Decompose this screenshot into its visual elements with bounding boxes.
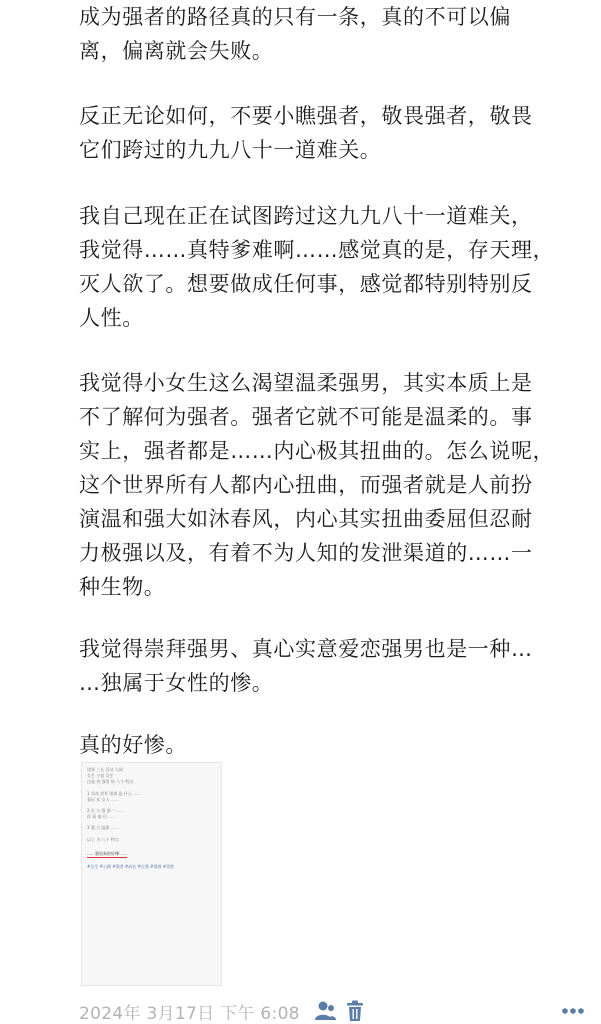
thumbnail-tags: #女生 #心理 #强者 #成长 #自我 #情感 #男性 (87, 863, 175, 869)
thumbnail-line: 3 强 与 温柔 …… (87, 825, 119, 831)
thumbnail-line: 读要 三长 活动 人间 (87, 767, 123, 772)
post-footer (79, 998, 594, 1024)
post-paragraph-4: 我觉得小女生这么渴望温柔强男，其实本质上是 不了解何为强者。强者它就不可能是温柔的。事 实上，强者都是……内心极其扭曲的。怎么说呢， 这个世界所有人都内心扭曲，而强者就是人前扮 演温和强大如沐春风，内心其实扭曲委屈但忍耐 力极强以及，有着不为人知的发泄渠道的……一 种生物。 (79, 371, 555, 599)
thumbnail-line: 这是 讲 强男 的 八个 特点 (87, 779, 134, 785)
thumbnail-line: 以上 为 八个 特点 (87, 836, 119, 842)
thumbnail-line: 你 看 他 们 …… (87, 814, 117, 820)
thumbnail-line: 1 女孩 崇拜 强男 是 什么 …… (87, 790, 142, 796)
thumbnail-highlight: ……强男真的好惨…… (87, 851, 127, 858)
post-paragraph-6: 真的好惨。 (79, 733, 187, 757)
post-paragraph-5: 我觉得崇拜强男、真心实意爱恋强男也是一种… …独属于女性的惨。 (79, 637, 533, 695)
thumbnail-line: 女生 小说 众生 (87, 773, 114, 779)
thumbnail-line: 2 长 与 强 第一 …… (87, 808, 124, 814)
more-icon[interactable] (560, 999, 586, 1023)
post-paragraph-2: 反正无论如何，不要小瞧强者，敬畏强者，敬畏 它们跨过的九九八十一道难关。 (79, 104, 533, 162)
person-icon[interactable] (312, 999, 338, 1023)
post-timestamp: 2024年 3月17日 下午 6:08 (79, 1003, 300, 1024)
thumbnail-text (87, 767, 216, 843)
thumbnail-line: 看出 长 女人 …… (87, 796, 119, 802)
post-paragraph-1: 成为强者的路径真的只有一条，真的不可以偏 离，偏离就会失败。 (79, 5, 511, 63)
trash-icon[interactable] (344, 999, 366, 1023)
post-paragraph-3: 我自己现在正在试图跨过这九九八十一道难关， 我觉得……真特爹难啊……感觉真的是，存天理， 灭人欲了。想要做成任何事，感觉都特别特别反 人性。 (79, 204, 555, 330)
attached-image-thumbnail[interactable] (81, 762, 222, 986)
